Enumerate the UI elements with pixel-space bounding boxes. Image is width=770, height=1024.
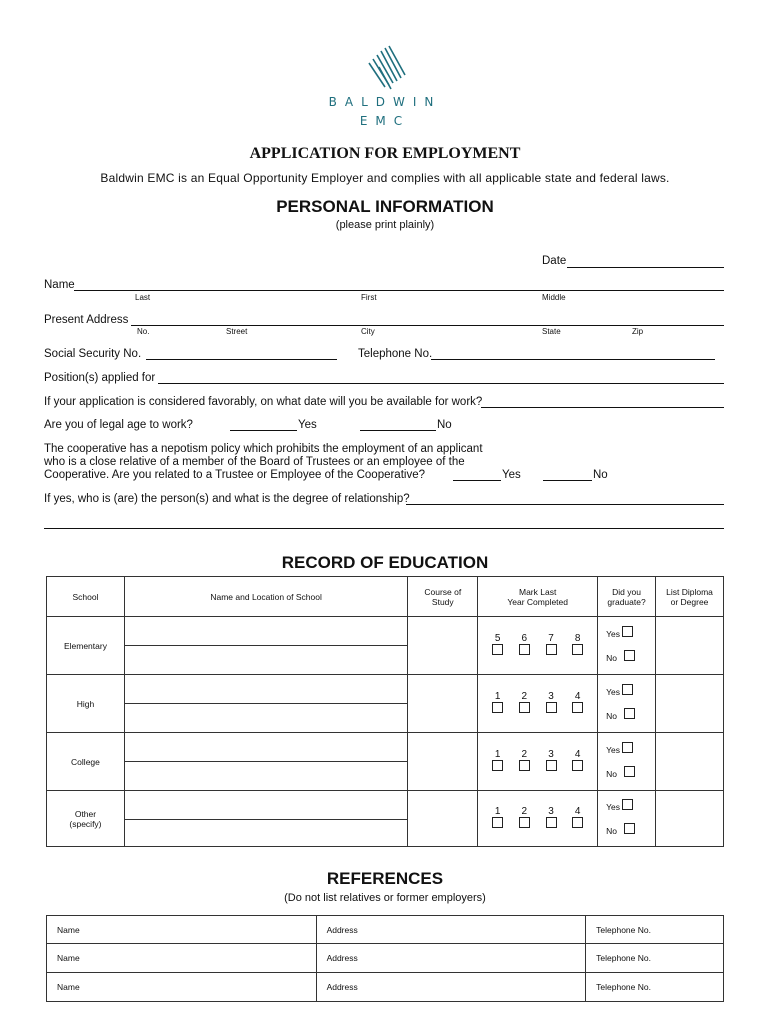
checkbox-icon[interactable] — [624, 766, 635, 777]
checkbox-icon[interactable] — [572, 817, 583, 828]
col-diploma: List Diploma or Degree — [656, 577, 724, 617]
school-elementary: Elementary — [47, 617, 125, 675]
high-diploma-cell[interactable] — [656, 675, 724, 733]
date-field[interactable] — [567, 267, 724, 268]
address-label: Present Address — [44, 314, 129, 326]
year-option[interactable]: 7 — [546, 633, 557, 658]
table-row — [47, 916, 724, 944]
grad-no[interactable]: No — [606, 704, 655, 728]
legal-age-yes-label: Yes — [298, 419, 317, 431]
elementary-diploma-cell[interactable] — [656, 617, 724, 675]
nepotism-text-1: The cooperative has a nepotism policy which prohibits the employment of an applicant — [44, 443, 483, 455]
other-diploma-cell[interactable] — [656, 791, 724, 847]
checkbox-icon[interactable] — [572, 760, 583, 771]
nepotism-no-field[interactable] — [543, 480, 592, 481]
checkbox-icon[interactable] — [622, 626, 633, 637]
college-name-cell[interactable] — [124, 733, 407, 791]
address-sub-zip: Zip — [632, 327, 644, 336]
ssn-field[interactable] — [146, 359, 337, 360]
eeo-statement: Baldwin EMC is an Equal Opportunity Employer and complies with all applicable state and federal laws. — [100, 171, 670, 185]
high-graduate-cell — [598, 675, 656, 733]
name-sub-middle: Middle — [542, 293, 566, 302]
elementary-name-cell[interactable] — [124, 617, 407, 675]
table-row — [47, 944, 724, 973]
date-label: Date — [542, 255, 567, 267]
checkbox-icon[interactable] — [622, 684, 633, 695]
phone-label: Telephone No. — [358, 348, 433, 360]
school-other: Other (specify) — [47, 791, 125, 847]
nepotism-text-2: who is a close relative of a member of the Board of Trustees or an employee of the — [44, 456, 465, 468]
grad-no[interactable]: No — [606, 646, 655, 670]
nepotism-no-label: No — [593, 469, 608, 481]
nepotism-text-3: Cooperative. Are you related to a Trustee or Employee of the Cooperative? — [44, 469, 425, 481]
year-option[interactable]: 5 — [492, 633, 503, 658]
references-note: (Do not list relatives or former employers) — [284, 892, 486, 904]
col-name-location: Name and Location of School — [124, 577, 407, 617]
year-option[interactable]: 2 — [519, 806, 530, 831]
legal-age-no-label: No — [437, 419, 452, 431]
col-course: Course of Study — [408, 577, 478, 617]
year-option[interactable]: 2 — [519, 749, 530, 774]
checkbox-icon[interactable] — [519, 644, 530, 655]
education-header-row — [47, 577, 724, 617]
name-field[interactable] — [74, 290, 724, 291]
address-sub-street: Street — [226, 327, 248, 336]
checkbox-icon[interactable] — [572, 702, 583, 713]
nepotism-yes-label: Yes — [502, 469, 521, 481]
year-option[interactable]: 2 — [519, 691, 530, 716]
brand-subname: EMC — [359, 114, 411, 128]
baldwin-emc-logo-icon — [365, 45, 409, 91]
position-field[interactable] — [158, 383, 724, 384]
ref-name-cell[interactable]: Name — [47, 944, 317, 973]
school-college: College — [47, 733, 125, 791]
year-option[interactable]: 1 — [492, 749, 503, 774]
checkbox-icon[interactable] — [492, 817, 503, 828]
name-sub-last: Last — [135, 293, 151, 302]
table-row — [47, 791, 724, 847]
school-high: High — [47, 675, 125, 733]
grad-no[interactable]: No — [606, 762, 655, 786]
college-diploma-cell[interactable] — [656, 733, 724, 791]
checkbox-icon[interactable] — [624, 650, 635, 661]
references-heading: REFERENCES — [326, 869, 444, 888]
checkbox-icon[interactable] — [572, 644, 583, 655]
ref-name-cell[interactable]: Name — [47, 973, 317, 1002]
table-row — [47, 973, 724, 1002]
checkbox-icon[interactable] — [622, 799, 633, 810]
education-heading: RECORD OF EDUCATION — [281, 553, 489, 572]
checkbox-icon[interactable] — [546, 702, 557, 713]
availability-field[interactable] — [481, 407, 724, 408]
legal-age-yes-field[interactable] — [230, 430, 297, 431]
ref-phone-cell[interactable]: Telephone No. — [586, 944, 724, 973]
year-option[interactable]: 4 — [572, 691, 583, 716]
year-option[interactable]: 8 — [572, 633, 583, 658]
legal-age-no-field[interactable] — [360, 430, 436, 431]
references-table — [46, 915, 724, 1002]
year-option[interactable]: 4 — [572, 806, 583, 831]
address-sub-city: City — [361, 327, 375, 336]
address-field[interactable] — [131, 325, 724, 326]
year-option[interactable]: 3 — [546, 691, 557, 716]
year-option[interactable]: 1 — [492, 806, 503, 831]
col-graduate: Did you graduate? — [598, 577, 656, 617]
college-years-cell — [478, 733, 598, 791]
address-sub-no: No. — [137, 327, 150, 336]
college-course-cell[interactable] — [408, 733, 478, 791]
college-graduate-cell — [598, 733, 656, 791]
checkbox-icon[interactable] — [519, 760, 530, 771]
ssn-label: Social Security No. — [44, 348, 142, 360]
ref-address-cell[interactable]: Address — [316, 973, 586, 1002]
high-name-cell[interactable] — [124, 675, 407, 733]
ref-phone-cell[interactable]: Telephone No. — [586, 973, 724, 1002]
checkbox-icon[interactable] — [519, 702, 530, 713]
relationship-field[interactable] — [406, 504, 724, 505]
high-course-cell[interactable] — [408, 675, 478, 733]
checkbox-icon[interactable] — [492, 760, 503, 771]
ref-address-cell[interactable]: Address — [316, 916, 586, 944]
checkbox-icon[interactable] — [622, 742, 633, 753]
checkbox-icon[interactable] — [492, 644, 503, 655]
other-graduate-cell — [598, 791, 656, 847]
ref-phone-cell[interactable]: Telephone No. — [586, 916, 724, 944]
year-option[interactable]: 3 — [546, 806, 557, 831]
year-option[interactable]: 1 — [492, 691, 503, 716]
position-label: Position(s) applied for — [44, 372, 156, 384]
checkbox-icon[interactable] — [546, 817, 557, 828]
relationship-label: If yes, who is (are) the person(s) and what is the degree of relationship? — [44, 493, 410, 505]
other-course-cell[interactable] — [408, 791, 478, 847]
personal-info-note: (please print plainly) — [335, 219, 435, 231]
table-row — [47, 675, 724, 733]
address-sub-state: State — [542, 327, 561, 336]
checkbox-icon[interactable] — [492, 702, 503, 713]
phone-field[interactable] — [431, 359, 715, 360]
checkbox-icon[interactable] — [624, 708, 635, 719]
legal-age-label: Are you of legal age to work? — [44, 419, 193, 431]
name-sub-first: First — [361, 293, 377, 302]
checkbox-icon[interactable] — [546, 644, 557, 655]
elementary-years-cell — [478, 617, 598, 675]
nepotism-yes-field[interactable] — [453, 480, 501, 481]
education-table — [46, 576, 724, 847]
personal-info-heading: PERSONAL INFORMATION — [276, 197, 494, 216]
brand-name: BALDWIN — [328, 95, 442, 109]
other-years-cell — [478, 791, 598, 847]
checkbox-icon[interactable] — [519, 817, 530, 828]
grad-yes[interactable]: Yes — [606, 622, 655, 646]
ref-address-cell[interactable]: Address — [316, 944, 586, 973]
grad-no[interactable]: No — [606, 819, 655, 843]
relationship-field-2[interactable] — [44, 528, 724, 529]
ref-name-cell[interactable]: Name — [47, 916, 317, 944]
page-title: APPLICATION FOR EMPLOYMENT — [249, 145, 521, 162]
col-mark-last-year: Mark Last Year Completed — [478, 577, 598, 617]
grad-yes[interactable]: Yes — [606, 738, 655, 762]
table-row — [47, 617, 724, 675]
year-option[interactable]: 6 — [519, 633, 530, 658]
grad-yes[interactable]: Yes — [606, 795, 655, 819]
name-label: Name — [44, 279, 75, 291]
elementary-course-cell[interactable] — [408, 617, 478, 675]
table-row — [47, 733, 724, 791]
checkbox-icon[interactable] — [624, 823, 635, 834]
col-school: School — [47, 577, 125, 617]
grad-yes[interactable]: Yes — [606, 680, 655, 704]
year-option[interactable]: 4 — [572, 749, 583, 774]
availability-label: If your application is considered favorably, on what date will you be available for work? — [44, 396, 483, 408]
other-name-cell[interactable] — [124, 791, 407, 847]
elementary-graduate-cell — [598, 617, 656, 675]
year-option[interactable]: 3 — [546, 749, 557, 774]
checkbox-icon[interactable] — [546, 760, 557, 771]
high-years-cell — [478, 675, 598, 733]
